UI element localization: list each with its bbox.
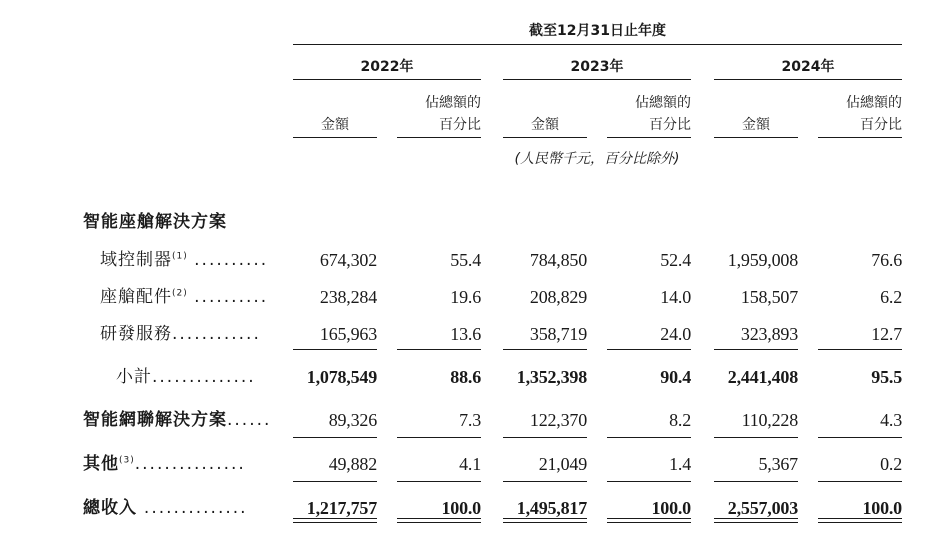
- total-double-rule-2024-pct: [818, 518, 902, 523]
- cell-total-2024-amount: 2,557,003: [727, 498, 798, 518]
- cell-r1-2024-pct: 76.6: [871, 250, 902, 270]
- r6-rule-2023-pct: [607, 481, 691, 482]
- cell-total-2023-amount: 1,495,817: [516, 498, 587, 518]
- row-label-total-revenue: 總收入 ..............: [83, 498, 248, 518]
- cell-r3-2023-amount: 358,719: [529, 324, 587, 344]
- section-label-smart-cockpit: 智能座艙解決方案: [83, 212, 227, 232]
- total-double-rule-2023-amount: [503, 518, 587, 523]
- r6-rule-2022-amount: [293, 481, 377, 482]
- cell-r1-2024-amount: 1,959,008: [727, 250, 798, 270]
- cell-r2-2024-pct: 6.2: [880, 287, 902, 307]
- amount-header-2022: 金額: [321, 117, 349, 133]
- year-2024-header: 2024年: [781, 59, 835, 75]
- cell-r2-2023-amount: 208,829: [529, 287, 587, 307]
- year-2022-rule: [293, 79, 481, 80]
- cell-subtotal-2024-pct: 95.5: [871, 367, 902, 387]
- cell-r1-2023-amount: 784,850: [529, 250, 587, 270]
- cell-r6-2022-amount: 49,882: [328, 454, 377, 474]
- r5-rule-2022-pct: [397, 437, 481, 438]
- subtotal-rule-2024-pct: [818, 349, 902, 350]
- cell-r6-2023-amount: 21,049: [538, 454, 587, 474]
- subtotal-rule-2023-amount: [503, 349, 587, 350]
- r5-rule-2022-amount: [293, 437, 377, 438]
- cell-subtotal-2022-pct: 88.6: [450, 367, 481, 387]
- cell-r3-2022-amount: 165,963: [319, 324, 377, 344]
- cell-r5-2024-pct: 4.3: [880, 410, 902, 430]
- r5-rule-2024-amount: [714, 437, 798, 438]
- pct-rule-2023: [607, 137, 691, 138]
- r6-rule-2024-amount: [714, 481, 798, 482]
- pct-header-2024-line1: 佔總額的: [846, 95, 902, 111]
- total-double-rule-2024-amount: [714, 518, 798, 523]
- cell-r6-2022-pct: 4.1: [459, 454, 481, 474]
- row-label-smart-connectivity: 智能網聯解決方案......: [83, 410, 272, 430]
- year-2022-header: 2022年: [360, 59, 414, 75]
- cell-r5-2022-amount: 89,326: [328, 410, 377, 430]
- cell-r2-2023-pct: 14.0: [660, 287, 691, 307]
- cell-total-2022-pct: 100.0: [441, 498, 481, 518]
- cell-r2-2024-amount: 158,507: [740, 287, 798, 307]
- row-label-domain-controller: 域控制器$^{(1)}$ ..........: [100, 250, 269, 270]
- pct-header-2023-line2: 百分比: [649, 117, 691, 133]
- cell-subtotal-2023-pct: 90.4: [660, 367, 691, 387]
- total-double-rule-2022-amount: [293, 518, 377, 523]
- amount-header-2023: 金額: [531, 117, 559, 133]
- row-label-subtotal: 小計..............: [116, 367, 256, 387]
- subtotal-rule-2022-pct: [397, 349, 481, 350]
- cell-r6-2024-amount: 5,367: [758, 454, 798, 474]
- period-header: 截至12月31日止年度: [529, 23, 666, 39]
- total-double-rule-2023-pct: [607, 518, 691, 523]
- cell-r2-2022-amount: 238,284: [319, 287, 377, 307]
- r5-rule-2024-pct: [818, 437, 902, 438]
- r5-rule-2023-amount: [503, 437, 587, 438]
- subtotal-rule-2023-pct: [607, 349, 691, 350]
- year-2023-rule: [503, 79, 691, 80]
- cell-r3-2023-pct: 24.0: [660, 324, 691, 344]
- cell-r5-2023-amount: 122,370: [529, 410, 587, 430]
- cell-r6-2023-pct: 1.4: [669, 454, 691, 474]
- pct-header-2022-line2: 百分比: [439, 117, 481, 133]
- amount-rule-2023: [503, 137, 587, 138]
- cell-r3-2024-amount: 323,893: [740, 324, 798, 344]
- total-double-rule-2022-pct: [397, 518, 481, 523]
- r6-rule-2023-amount: [503, 481, 587, 482]
- cell-r1-2022-amount: 674,302: [319, 250, 377, 270]
- subtotal-rule-2022-amount: [293, 349, 377, 350]
- pct-header-2023-line1: 佔總額的: [635, 95, 691, 111]
- cell-total-2024-pct: 100.0: [862, 498, 902, 518]
- cell-total-2022-amount: 1,217,757: [306, 498, 377, 518]
- unit-note: (人民幣千元，百分比除外): [514, 151, 680, 167]
- cell-r5-2022-pct: 7.3: [459, 410, 481, 430]
- pct-header-2024-line2: 百分比: [860, 117, 902, 133]
- cell-subtotal-2024-amount: 2,441,408: [727, 367, 798, 387]
- amount-header-2024: 金額: [742, 117, 770, 133]
- cell-subtotal-2023-amount: 1,352,398: [516, 367, 587, 387]
- cell-r3-2022-pct: 13.6: [450, 324, 481, 344]
- cell-r6-2024-pct: 0.2: [880, 454, 902, 474]
- pct-rule-2024: [818, 137, 902, 138]
- r6-rule-2022-pct: [397, 481, 481, 482]
- cell-r1-2022-pct: 55.4: [450, 250, 481, 270]
- pct-header-2022-line1: 佔總額的: [425, 95, 481, 111]
- pct-rule-2022: [397, 137, 481, 138]
- row-label-others: 其他$^{(3)}$...............: [83, 454, 246, 474]
- row-label-rd-services: 研發服務............: [100, 324, 261, 344]
- amount-rule-2022: [293, 137, 377, 138]
- row-label-cockpit-accessories: 座艙配件$^{(2)}$ ..........: [100, 287, 269, 307]
- cell-total-2023-pct: 100.0: [651, 498, 691, 518]
- cell-r2-2022-pct: 19.6: [450, 287, 481, 307]
- cell-r5-2023-pct: 8.2: [669, 410, 691, 430]
- cell-r5-2024-amount: 110,228: [741, 410, 798, 430]
- period-rule: [293, 44, 902, 45]
- r6-rule-2024-pct: [818, 481, 902, 482]
- cell-r3-2024-pct: 12.7: [871, 324, 902, 344]
- year-2024-rule: [714, 79, 902, 80]
- amount-rule-2024: [714, 137, 798, 138]
- year-2023-header: 2023年: [570, 59, 624, 75]
- cell-subtotal-2022-amount: 1,078,549: [306, 367, 377, 387]
- r5-rule-2023-pct: [607, 437, 691, 438]
- subtotal-rule-2024-amount: [714, 349, 798, 350]
- cell-r1-2023-pct: 52.4: [660, 250, 691, 270]
